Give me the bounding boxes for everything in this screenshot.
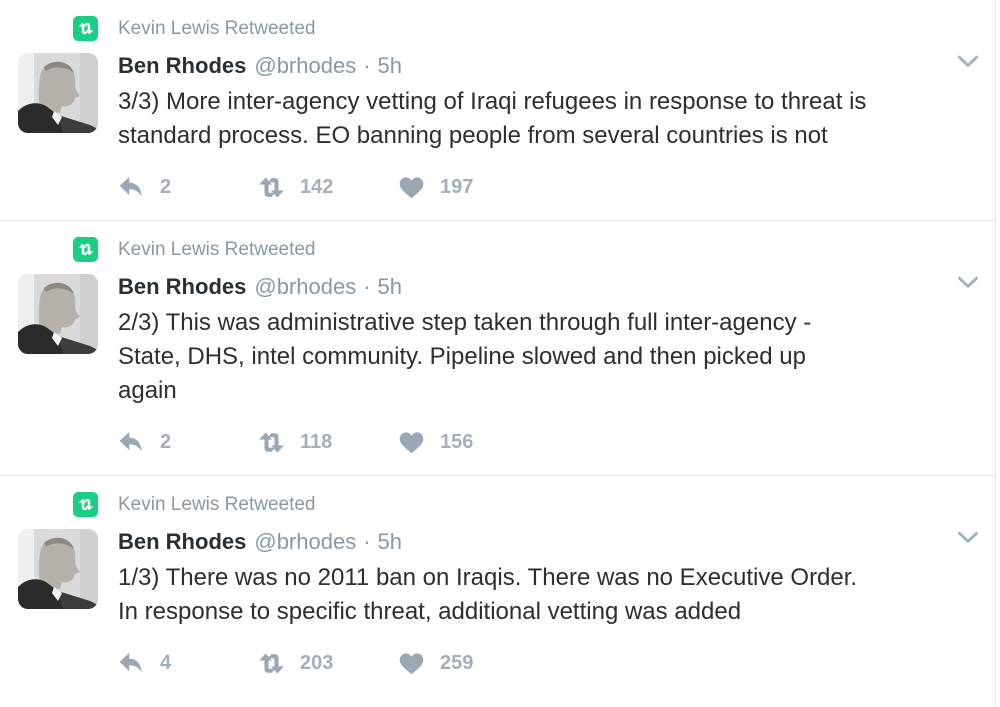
retweet-context-label[interactable]: Kevin Lewis Retweeted [118,493,316,515]
author-handle[interactable]: @brhodes [254,529,357,554]
timestamp[interactable]: 5h [377,53,403,78]
reply-count: 2 [160,176,172,198]
retweet-icon [73,492,98,517]
chevron-down-icon[interactable] [957,55,979,73]
retweet-icon [73,237,98,262]
retweet-icon [258,175,285,200]
reply-arrow-icon [118,175,145,200]
retweet-icon [258,430,285,455]
like-count: 156 [440,431,474,453]
tweet[interactable] [0,221,995,476]
author-handle[interactable]: @brhodes [254,53,357,78]
reply-arrow-icon [118,430,145,455]
avatar[interactable] [18,53,98,133]
tweet-actions [118,651,979,676]
author-line [118,53,979,79]
tweet[interactable] [0,0,995,221]
retweet-context-row [18,492,979,517]
reply-button[interactable] [118,651,258,676]
chevron-down-icon[interactable] [957,531,979,549]
heart-icon [398,175,425,200]
author-name[interactable]: Ben Rhodes [118,529,247,554]
timestamp[interactable]: 5h [377,274,403,299]
reply-button[interactable] [118,430,258,455]
separator-dot: · [363,529,371,554]
tweet-text-line: again [118,377,177,404]
avatar[interactable] [18,529,98,609]
retweet-context-row [18,237,979,262]
reply-count: 4 [160,652,172,674]
author-handle[interactable]: @brhodes [254,274,357,299]
retweet-context-label[interactable]: Kevin Lewis Retweeted [118,238,316,260]
retweet-icon [258,651,285,676]
tweet-text [118,85,979,153]
tweet-text-line: 3/3) More inter-agency vetting of Iraqi refugees in response to threat is [118,88,867,115]
tweet[interactable] [0,476,995,696]
tweet-text-line: State, DHS, intel community. Pipeline slowed and then picked up [118,343,806,370]
timestamp[interactable]: 5h [377,529,403,554]
author-name[interactable]: Ben Rhodes [118,53,247,78]
retweet-count: 203 [300,652,334,674]
separator-dot: · [363,53,371,78]
tweet-text [118,561,979,629]
tweet-text-line: 2/3) This was administrative step taken through full inter-agency - [118,309,812,336]
retweet-context-label[interactable]: Kevin Lewis Retweeted [118,17,316,39]
reply-count: 2 [160,431,172,453]
avatar[interactable] [18,274,98,354]
heart-icon [398,430,425,455]
retweet-count: 142 [300,176,334,198]
retweet-icon [73,16,98,41]
retweet-context-row [18,16,979,41]
retweet-count: 118 [300,431,333,453]
heart-icon [398,651,425,676]
retweet-button[interactable] [258,651,398,676]
retweet-button[interactable] [258,430,398,455]
tweet-text-line: standard process. EO banning people from several countries is not [118,122,828,149]
like-button[interactable] [398,430,538,455]
like-count: 197 [440,176,474,198]
tweet-text [118,306,979,408]
author-name[interactable]: Ben Rhodes [118,274,247,299]
separator-dot: · [363,274,371,299]
tweet-actions [118,430,979,455]
chevron-down-icon[interactable] [957,276,979,294]
author-line [118,529,979,555]
like-button[interactable] [398,651,538,676]
tweet-actions [118,175,979,200]
tweet-text-line: In response to specific threat, additional vetting was added [118,598,742,625]
reply-button[interactable] [118,175,258,200]
like-button[interactable] [398,175,538,200]
reply-arrow-icon [118,651,145,676]
like-count: 259 [440,652,474,674]
author-line [118,274,979,300]
tweet-text-line: 1/3) There was no 2011 ban on Iraqis. There was no Executive Order. [118,564,858,591]
retweet-button[interactable] [258,175,398,200]
